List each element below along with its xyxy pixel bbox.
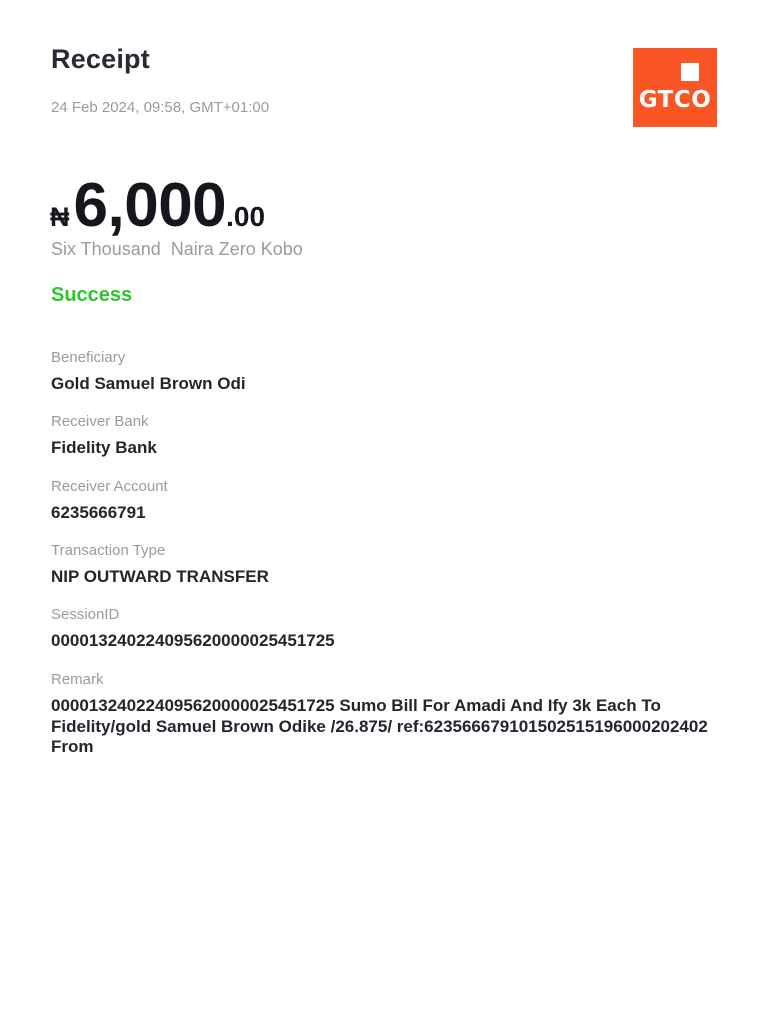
beneficiary-label: Beneficiary bbox=[51, 349, 126, 366]
receipt-date: 24 Feb 2024, 09:58, GMT+01:00 bbox=[51, 99, 270, 116]
beneficiary-field bbox=[51, 349, 751, 394]
amount-in-words: Six Thousand Naira Zero Kobo bbox=[51, 239, 303, 259]
beneficiary-value: Gold Samuel Brown Odi bbox=[51, 374, 246, 393]
page-title: Receipt bbox=[51, 44, 150, 74]
receiver-account-value: 6235666791 bbox=[51, 503, 146, 522]
receiver-bank-field bbox=[51, 413, 751, 458]
session-id-field bbox=[51, 606, 751, 651]
logo-square-icon bbox=[681, 63, 699, 81]
transaction-type-field bbox=[51, 542, 751, 587]
transaction-type-value: NIP OUTWARD TRANSFER bbox=[51, 567, 269, 586]
session-id-value: 000013240224095620000025451725 bbox=[51, 631, 335, 650]
receiver-account-label: Receiver Account bbox=[51, 478, 168, 495]
remark-value: 000013240224095620000025451725 Sumo Bill For Amadi And Ify 3k Each To Fidelity/gold Samuel Brown Odike /26.875/ ref:6235666791015025151960002024​02 From bbox=[51, 696, 708, 756]
amount-whole: 6,000 bbox=[73, 171, 227, 240]
logo-text: GTCO bbox=[638, 87, 712, 113]
amount bbox=[50, 170, 265, 241]
currency-symbol: ₦ bbox=[50, 202, 70, 232]
bank-logo bbox=[633, 48, 717, 127]
status-text: Success bbox=[51, 284, 133, 306]
remark-label: Remark bbox=[51, 671, 104, 688]
transaction-type-label: Transaction Type bbox=[51, 542, 166, 559]
remark-field bbox=[51, 671, 751, 758]
amount-fraction: .00 bbox=[226, 201, 266, 232]
session-id-label: SessionID bbox=[51, 606, 120, 623]
receiver-bank-label: Receiver Bank bbox=[51, 413, 149, 430]
receiver-bank-value: Fidelity Bank bbox=[51, 438, 157, 457]
receiver-account-field bbox=[51, 478, 751, 523]
